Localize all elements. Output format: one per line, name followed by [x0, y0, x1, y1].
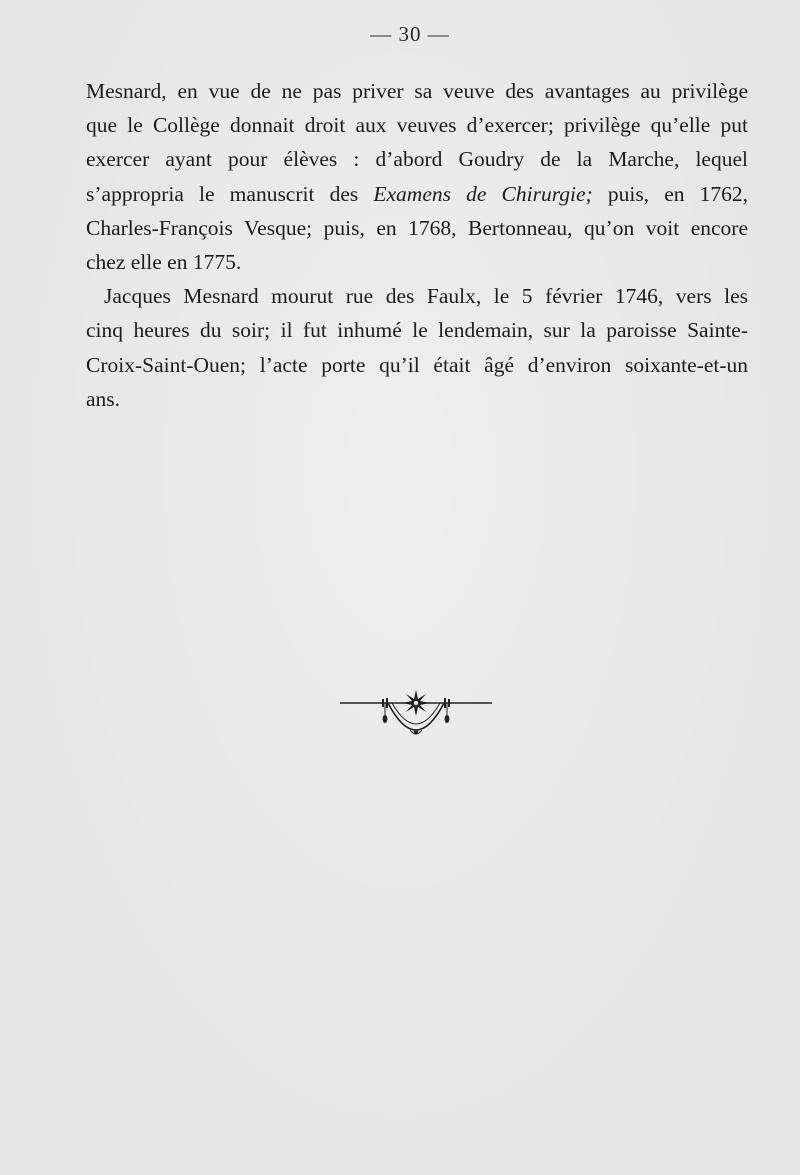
paragraph-1	[86, 74, 748, 279]
fleuron-ornament-icon	[338, 686, 494, 742]
text-line: cinq heures du soir; il fut inhumé le lendemain, sur la paroisse Sainte-	[86, 318, 748, 343]
page-number: — 30 —	[370, 22, 450, 46]
text-line: Charles-François Vesque; puis, en 1768, Bertonneau, qu’on voit encore	[86, 215, 748, 240]
book-title: Examens de Chirurgie;	[373, 181, 593, 206]
text-line: Mesnard, en vue de ne pas priver sa veuve des avantages au privilège	[86, 79, 748, 103]
paragraph-2	[86, 279, 748, 416]
text-line	[86, 177, 748, 211]
text-segment: s’appropria le manuscrit des	[86, 181, 374, 206]
text-line: Jacques Mesnard mourut rue des Faulx, le 5 février 1746, vers les	[104, 284, 748, 309]
body-text	[86, 74, 748, 416]
text-line: ans.	[86, 386, 121, 411]
text-line: Croix-Saint-Ouen; l’acte porte qu’il était âgé d’environ soixante-et-un	[86, 352, 748, 377]
text-line: exercer ayant pour élèves : d’abord Goudry de la Marche, lequel	[86, 147, 748, 172]
text-line: que le Collège donnait droit aux veuves d’exercer; privilège qu’elle put	[86, 113, 748, 138]
text-line: chez elle en 1775.	[86, 250, 242, 275]
text-segment: puis, en 1762,	[592, 181, 748, 206]
